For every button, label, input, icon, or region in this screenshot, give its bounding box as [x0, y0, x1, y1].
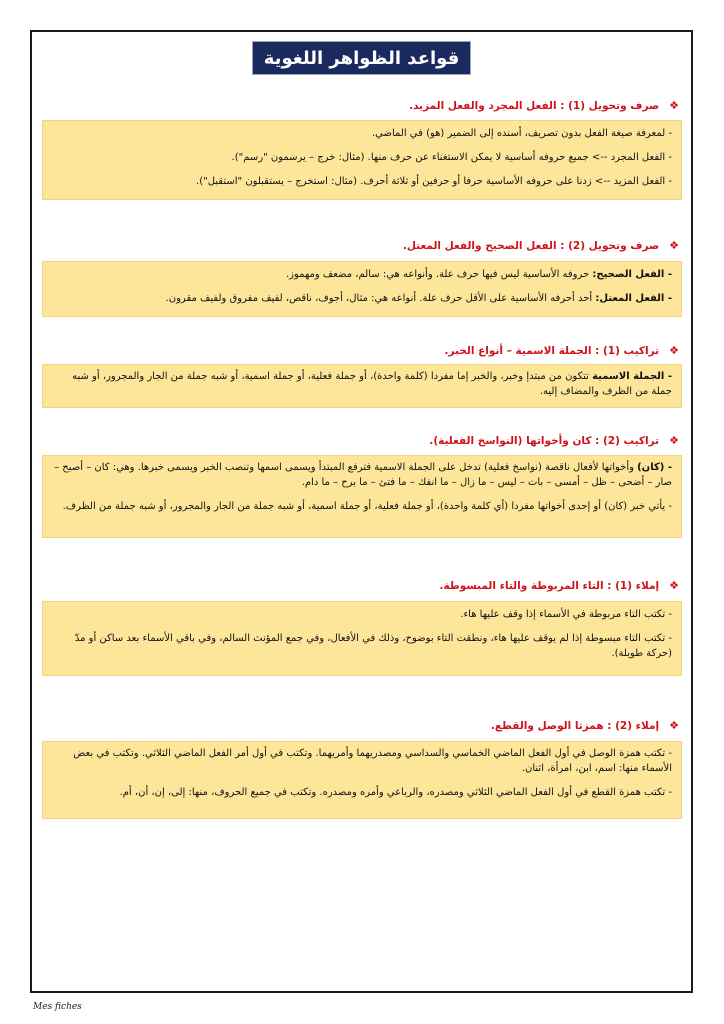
- rule-line: - الفعل الصحيح: حروفه الأساسية ليس فيها حرف علة. وأنواعه هي: سالم، مضعف ومهموز.: [285, 269, 672, 280]
- bullet-icon: ❖: [669, 579, 679, 592]
- section-heading-text: صرف وتحويل (1) : الفعل المجرد والفعل المزيد.: [409, 99, 660, 112]
- section-heading-1: [409, 99, 679, 112]
- section-box-3: [42, 364, 682, 408]
- rule-line: - تكتب همزة القطع في أول الفعل الماضي الثلاثي ومصدره، والرباعي وأمره ومصدره. وتكتب في جميع الحروف، منها: إلى، إن، أن، أم.: [119, 787, 672, 798]
- rule-line: - الفعل المجرد --> جميع حروفه أساسية لا يمكن الاستغناء عن حرف منها. (مثال: خرج – يرسمون "رسم").: [231, 152, 672, 163]
- bullet-icon: ❖: [669, 239, 679, 252]
- section-box-6: [42, 741, 682, 819]
- section-box-5: [42, 601, 682, 676]
- rule-line: - تكتب همزة الوصل في أول الفعل الماضي الخماسي والسداسي ومصدريهما وأمريهما. وتكتب في أول أمر الفعل الماضي الثلاثي. وتكتب في بعض الأسماء منها: اسم، ابن، امرأة، اثنان.: [73, 748, 672, 774]
- page-title-text: قواعد الظواهر اللغوية: [263, 47, 460, 69]
- section-heading-2: [403, 239, 679, 252]
- bullet-icon: ❖: [669, 344, 679, 357]
- section-heading-4: [429, 434, 679, 447]
- section-box-1: [42, 120, 682, 200]
- rule-line: - الجملة الاسمية تتكون من مبتدإ وخبر، والخبر إما مفردا (كلمة واحدة)، أو جملة فعلية، أو جملة اسمية، أو شبه جملة من الجار والمجرور، أو شبه جملة من الظرف والمضاف إليه.: [72, 371, 672, 397]
- section-heading-text: تراكيب (2) : كان وأخواتها (النواسخ الفعلية).: [429, 434, 660, 447]
- rule-line: - الفعل المزيد --> زدنا على حروفه الأساسية حرفا أو حرفين أو ثلاثة أحرف. (مثال: استخرج – يستقبلون "استقبل").: [196, 176, 672, 187]
- rule-line: - لمعرفة صيغة الفعل بدون تصريف، أسنده إلى الضمير (هو) في الماضي.: [371, 128, 672, 139]
- bullet-icon: ❖: [669, 434, 679, 447]
- footer-signature: Mes fiches: [33, 1002, 82, 1012]
- rule-line: - (كان) وأخواتها لأفعال ناقصة (نواسخ فعلية) تدخل على الجملة الاسمية فترفع المبتدأ ويسمى اسمها وتنصب الخبر ويسمى خبرها. وهي: كان – أصبح – صار – أضحى – ظل – أمسى – بات – ليس – ما زال – ما انفك – ما فتئ – ما برح – ما دام.: [54, 462, 672, 488]
- section-heading-3: [445, 344, 679, 357]
- section-heading-5: [440, 579, 679, 592]
- rule-line: - الفعل المعتل: أحد أحرفه الأساسية على الأقل حرف علة. أنواعه هي: مثال، أجوف، ناقص، لفيف مفروق ولفيف مقرون.: [165, 293, 672, 304]
- section-box-2: [42, 261, 682, 317]
- page-title: [252, 41, 471, 75]
- bullet-icon: ❖: [669, 99, 679, 112]
- bullet-icon: ❖: [669, 719, 679, 732]
- rule-line: - تكتب التاء مبسوطة إذا لم يوقف عليها هاء، ونطقت التاء بوضوح، وذلك في الأفعال، وفي جمع المؤنث السالم، وفي باقي الأسماء بعد ساكن أو مدّ (حركة طويلة).: [74, 633, 672, 659]
- section-box-4: [42, 455, 682, 538]
- section-heading-6: [491, 719, 679, 732]
- section-heading-text: إملاء (1) : التاء المربوطة والتاء المبسوطة.: [439, 579, 660, 592]
- section-heading-text: صرف وتحويل (2) : الفعل الصحيح والفعل المعتل.: [402, 239, 660, 252]
- rule-line: - تكتب التاء مربوطة في الأسماء إذا وقف عليها هاء.: [460, 609, 672, 620]
- section-heading-text: إملاء (2) : همزتا الوصل والقطع.: [490, 719, 660, 732]
- section-heading-text: تراكيب (1) : الجملة الاسمية – أنواع الخبر.: [444, 344, 660, 357]
- rule-line: - يأتي خبر (كان) أو إحدى أخواتها مفردا (أي كلمة واحدة)، أو جملة فعلية، أو جملة اسمية، أو شبه جملة من الجار والمجرور، أو شبه جملة من الظرف.: [62, 501, 672, 512]
